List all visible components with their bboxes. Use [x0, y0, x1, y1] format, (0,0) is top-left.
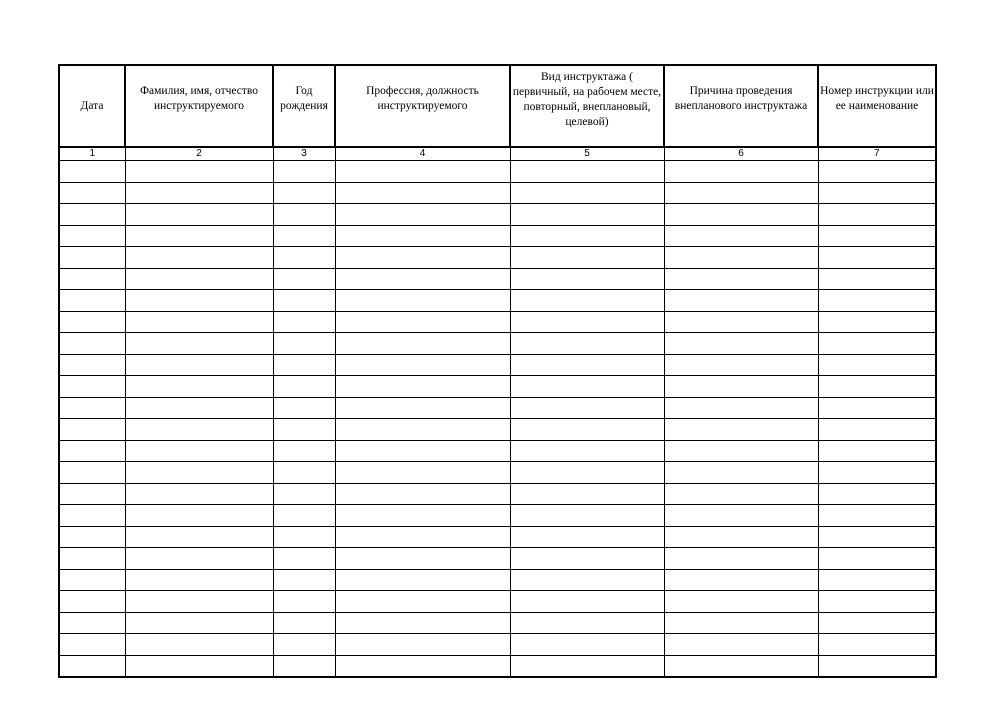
table-cell[interactable]	[273, 182, 335, 204]
header-profession: Профессия, должность инструктируемого	[335, 65, 510, 147]
table-cell[interactable]	[59, 290, 125, 312]
table-cell[interactable]	[125, 548, 273, 570]
header-date: Дата	[59, 65, 125, 147]
table-cell[interactable]	[510, 161, 664, 183]
table-cell[interactable]	[664, 182, 818, 204]
table-cell[interactable]	[125, 204, 273, 226]
table-row	[59, 591, 936, 613]
table-cell[interactable]	[664, 247, 818, 269]
table-cell[interactable]	[59, 548, 125, 570]
header-unscheduled-reason: Причина проведения внепланового инструктажа	[664, 65, 818, 147]
table-cell[interactable]	[510, 354, 664, 376]
table-cell[interactable]	[125, 483, 273, 505]
table-row	[59, 548, 936, 570]
table-cell[interactable]	[273, 397, 335, 419]
table-cell[interactable]	[818, 440, 936, 462]
table-cell[interactable]	[125, 655, 273, 677]
table-cell[interactable]	[664, 204, 818, 226]
table-cell[interactable]	[664, 311, 818, 333]
table-cell[interactable]	[510, 526, 664, 548]
table-cell[interactable]	[818, 225, 936, 247]
table-cell[interactable]	[125, 376, 273, 398]
table-cell[interactable]	[273, 311, 335, 333]
column-number: 3	[273, 147, 335, 161]
table-cell[interactable]	[335, 612, 510, 634]
table-row	[59, 634, 936, 656]
table-cell[interactable]	[510, 311, 664, 333]
table-cell[interactable]	[664, 526, 818, 548]
column-number: 7	[818, 147, 936, 161]
table-cell[interactable]	[510, 591, 664, 613]
table-cell[interactable]	[125, 225, 273, 247]
table-cell[interactable]	[335, 569, 510, 591]
table-cell[interactable]	[335, 268, 510, 290]
header-full-name: Фамилия, имя, отчество инструктируемого	[125, 65, 273, 147]
table-cell[interactable]	[125, 333, 273, 355]
table-cell[interactable]	[59, 161, 125, 183]
table-row	[59, 225, 936, 247]
table-cell[interactable]	[273, 290, 335, 312]
table-cell[interactable]	[273, 440, 335, 462]
table-cell[interactable]	[59, 526, 125, 548]
table-cell[interactable]	[335, 397, 510, 419]
table-row	[59, 419, 936, 441]
table-cell[interactable]	[664, 462, 818, 484]
table-cell[interactable]	[510, 225, 664, 247]
table-cell[interactable]	[273, 505, 335, 527]
table-row	[59, 397, 936, 419]
table-cell[interactable]	[59, 268, 125, 290]
table-cell[interactable]	[273, 419, 335, 441]
table-cell[interactable]	[510, 483, 664, 505]
table-cell[interactable]	[818, 354, 936, 376]
table-cell[interactable]	[125, 268, 273, 290]
table-cell[interactable]	[818, 526, 936, 548]
table-cell[interactable]	[510, 634, 664, 656]
table-cell[interactable]	[335, 290, 510, 312]
table-cell[interactable]	[273, 225, 335, 247]
table-cell[interactable]	[273, 268, 335, 290]
table-cell[interactable]	[818, 612, 936, 634]
table-cell[interactable]	[818, 311, 936, 333]
table-cell[interactable]	[125, 462, 273, 484]
table-cell[interactable]	[59, 634, 125, 656]
table-cell[interactable]	[273, 376, 335, 398]
column-number-row	[59, 147, 936, 161]
table-cell[interactable]	[59, 311, 125, 333]
table-cell[interactable]	[664, 440, 818, 462]
table-cell[interactable]	[335, 376, 510, 398]
table-cell[interactable]	[664, 655, 818, 677]
table-row	[59, 354, 936, 376]
table-cell[interactable]	[59, 505, 125, 527]
table-cell[interactable]	[125, 182, 273, 204]
table-cell[interactable]	[818, 483, 936, 505]
table-cell[interactable]	[818, 204, 936, 226]
table-cell[interactable]	[818, 569, 936, 591]
table-cell[interactable]	[818, 548, 936, 570]
column-number: 1	[59, 147, 125, 161]
column-number: 5	[510, 147, 664, 161]
table-cell[interactable]	[273, 591, 335, 613]
table-cell[interactable]	[59, 397, 125, 419]
table-cell[interactable]	[664, 397, 818, 419]
header-row	[59, 65, 936, 147]
table-cell[interactable]	[59, 225, 125, 247]
table-cell[interactable]	[818, 462, 936, 484]
table-cell[interactable]	[510, 247, 664, 269]
table-cell[interactable]	[273, 634, 335, 656]
table-cell[interactable]	[664, 548, 818, 570]
table-row	[59, 569, 936, 591]
table-cell[interactable]	[59, 591, 125, 613]
table-cell[interactable]	[125, 591, 273, 613]
table-cell[interactable]	[125, 311, 273, 333]
table-cell[interactable]	[510, 548, 664, 570]
table-row	[59, 247, 936, 269]
table-cell[interactable]	[664, 483, 818, 505]
table-cell[interactable]	[664, 354, 818, 376]
table-cell[interactable]	[273, 655, 335, 677]
table-cell[interactable]	[125, 440, 273, 462]
table-cell[interactable]	[510, 397, 664, 419]
column-number: 2	[125, 147, 273, 161]
table-cell[interactable]	[818, 333, 936, 355]
table-cell[interactable]	[510, 376, 664, 398]
table-row	[59, 440, 936, 462]
table-cell[interactable]	[273, 354, 335, 376]
table-cell[interactable]	[59, 333, 125, 355]
table-cell[interactable]	[59, 462, 125, 484]
table-cell[interactable]	[664, 612, 818, 634]
table-cell[interactable]	[818, 268, 936, 290]
table-cell[interactable]	[335, 462, 510, 484]
table-cell[interactable]	[125, 505, 273, 527]
table-cell[interactable]	[335, 655, 510, 677]
table-cell[interactable]	[335, 161, 510, 183]
table-cell[interactable]	[59, 440, 125, 462]
table-cell[interactable]	[335, 548, 510, 570]
table-cell[interactable]	[510, 333, 664, 355]
table-cell[interactable]	[510, 655, 664, 677]
table-cell[interactable]	[510, 182, 664, 204]
table-cell[interactable]	[59, 569, 125, 591]
table-cell[interactable]	[818, 247, 936, 269]
table-cell[interactable]	[273, 462, 335, 484]
table-cell[interactable]	[59, 247, 125, 269]
table-cell[interactable]	[818, 290, 936, 312]
table-cell[interactable]	[818, 419, 936, 441]
table-cell[interactable]	[510, 419, 664, 441]
table-cell[interactable]	[59, 182, 125, 204]
table-cell[interactable]	[335, 225, 510, 247]
table-cell[interactable]	[510, 204, 664, 226]
table-cell[interactable]	[59, 204, 125, 226]
table-row	[59, 290, 936, 312]
column-number: 4	[335, 147, 510, 161]
table-cell[interactable]	[335, 591, 510, 613]
table-cell[interactable]	[510, 569, 664, 591]
table-row	[59, 505, 936, 527]
table-cell[interactable]	[510, 440, 664, 462]
table-cell[interactable]	[664, 290, 818, 312]
table-cell[interactable]	[335, 505, 510, 527]
table-cell[interactable]	[59, 354, 125, 376]
table-cell[interactable]	[125, 161, 273, 183]
table-cell[interactable]	[59, 655, 125, 677]
table-row	[59, 655, 936, 677]
table-cell[interactable]	[664, 591, 818, 613]
table-cell[interactable]	[335, 354, 510, 376]
table-cell[interactable]	[125, 290, 273, 312]
table-row	[59, 526, 936, 548]
table-row	[59, 483, 936, 505]
instruction-log-table	[58, 64, 937, 678]
table-cell[interactable]	[818, 182, 936, 204]
table-cell[interactable]	[335, 483, 510, 505]
table-cell[interactable]	[664, 333, 818, 355]
table-cell[interactable]	[273, 483, 335, 505]
table-cell[interactable]	[125, 634, 273, 656]
table-cell[interactable]	[125, 526, 273, 548]
table-cell[interactable]	[664, 634, 818, 656]
table-cell[interactable]	[818, 161, 936, 183]
table-cell[interactable]	[273, 333, 335, 355]
table-cell[interactable]	[818, 397, 936, 419]
table-cell[interactable]	[335, 204, 510, 226]
table-row	[59, 268, 936, 290]
table-cell[interactable]	[664, 569, 818, 591]
table-cell[interactable]	[59, 376, 125, 398]
table-cell[interactable]	[510, 505, 664, 527]
table-cell[interactable]	[818, 376, 936, 398]
table-cell[interactable]	[510, 268, 664, 290]
table-cell[interactable]	[335, 247, 510, 269]
table-row	[59, 161, 936, 183]
table-cell[interactable]	[59, 612, 125, 634]
table-cell[interactable]	[59, 419, 125, 441]
table-cell[interactable]	[273, 204, 335, 226]
table-cell[interactable]	[125, 419, 273, 441]
table-cell[interactable]	[818, 634, 936, 656]
table-cell[interactable]	[59, 483, 125, 505]
table-row	[59, 182, 936, 204]
table-cell[interactable]	[125, 397, 273, 419]
table-row	[59, 311, 936, 333]
table-cell[interactable]	[335, 634, 510, 656]
table-cell[interactable]	[510, 290, 664, 312]
table-cell[interactable]	[818, 505, 936, 527]
table-cell[interactable]	[273, 161, 335, 183]
table-cell[interactable]	[664, 419, 818, 441]
table-cell[interactable]	[664, 376, 818, 398]
table-cell[interactable]	[125, 354, 273, 376]
header-birth-year: Год рождения	[273, 65, 335, 147]
table-cell[interactable]	[335, 333, 510, 355]
table-cell[interactable]	[510, 462, 664, 484]
table-cell[interactable]	[335, 311, 510, 333]
table-cell[interactable]	[125, 247, 273, 269]
header-instruction-number: Номер инструкции или ее наименование	[818, 65, 936, 147]
table-cell[interactable]	[664, 225, 818, 247]
table-cell[interactable]	[664, 505, 818, 527]
table-row	[59, 333, 936, 355]
table-row	[59, 612, 936, 634]
table-cell[interactable]	[125, 569, 273, 591]
table-cell[interactable]	[273, 569, 335, 591]
table-row	[59, 204, 936, 226]
table-cell[interactable]	[273, 548, 335, 570]
table-cell[interactable]	[273, 247, 335, 269]
table-cell[interactable]	[335, 526, 510, 548]
table-row	[59, 462, 936, 484]
table-cell[interactable]	[125, 612, 273, 634]
table-cell[interactable]	[273, 526, 335, 548]
header-instruction-type: Вид инструктажа ( первичный, на рабочем месте, повторный, внеплановый, целевой)	[510, 65, 664, 147]
table-cell[interactable]	[335, 419, 510, 441]
table-cell[interactable]	[335, 182, 510, 204]
table-cell[interactable]	[664, 268, 818, 290]
column-number: 6	[664, 147, 818, 161]
table-cell[interactable]	[818, 655, 936, 677]
table-cell[interactable]	[273, 612, 335, 634]
table-cell[interactable]	[818, 591, 936, 613]
table-cell[interactable]	[335, 440, 510, 462]
table-row	[59, 376, 936, 398]
table-cell[interactable]	[664, 161, 818, 183]
table-cell[interactable]	[510, 612, 664, 634]
